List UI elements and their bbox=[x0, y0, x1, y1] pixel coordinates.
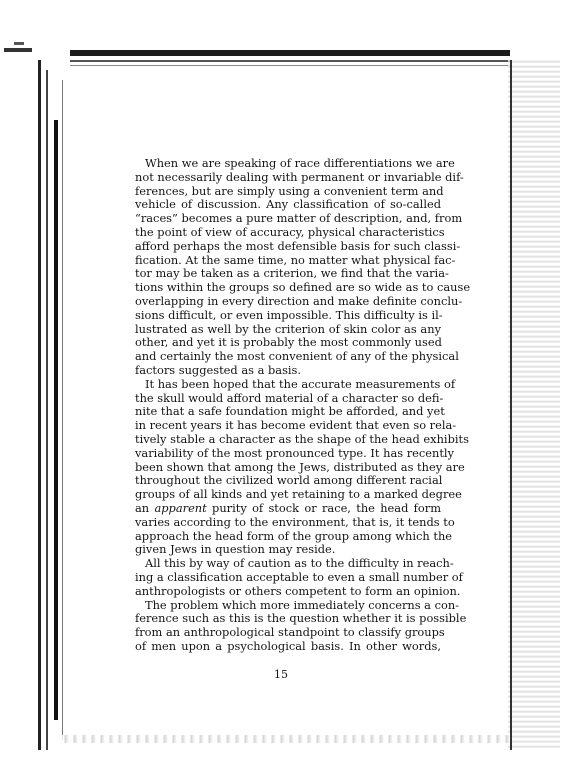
italic-word: apparent bbox=[154, 500, 207, 515]
book-spine-edge bbox=[62, 80, 63, 740]
text-line: “races” becomes a pure matter of description, and, from bbox=[135, 211, 463, 226]
text-line: lustrated as well by the criterion of skin color as any bbox=[135, 321, 441, 336]
text-line bbox=[135, 502, 441, 516]
text-line: given Jews in question may reside. bbox=[135, 542, 336, 557]
page-top-edge bbox=[70, 50, 510, 56]
text-line: anthropologists or others competent to form an opinion. bbox=[135, 583, 461, 598]
text-line: variability of the most pronounced type. It has recently bbox=[135, 445, 454, 460]
text-line: fication. At the same time, no matter what physical fac- bbox=[135, 252, 456, 267]
book-spine-edge bbox=[46, 70, 48, 750]
text-line: vehicle of discussion. Any classification of so-called bbox=[135, 197, 441, 212]
text-line: nite that a safe foundation might be afforded, and yet bbox=[135, 404, 445, 419]
text-line: from an anthropological standpoint to classify groups bbox=[135, 625, 445, 640]
body-text bbox=[135, 156, 471, 654]
text-line: ferences, but are simply using a convenient term and bbox=[135, 183, 444, 198]
text-line: overlapping in every direction and make definite conclu- bbox=[135, 293, 463, 308]
page-bottom-edge bbox=[60, 735, 510, 743]
page-top-edge bbox=[70, 65, 510, 66]
page-stack-edge bbox=[510, 60, 512, 750]
text-line: the point of view of accuracy, physical characteristics bbox=[135, 224, 445, 239]
text-line: tions within the groups so defined are so wide as to cause bbox=[135, 280, 471, 295]
text-line: and certainly the most convenient of any of the physical bbox=[135, 349, 459, 364]
text-line: the skull would afford material of a character so defi- bbox=[135, 390, 444, 405]
text-line: throughout the civilized world among different racial bbox=[135, 473, 443, 488]
text-line: afford perhaps the most defensible basis for such classi- bbox=[135, 238, 461, 253]
page-stack-edge bbox=[508, 60, 560, 750]
text-line: All this by way of caution as to the difficulty in reach- bbox=[145, 556, 454, 571]
text-line: tively stable a character as the shape of the head exhibits bbox=[135, 431, 469, 446]
book-spine-edge bbox=[54, 120, 58, 720]
text-segment: purity of stock or race, the head form bbox=[206, 500, 442, 515]
text-line: other, and yet it is probably the most commonly used bbox=[135, 335, 442, 350]
text-line: tor may be taken as a criterion, we find that the varia- bbox=[135, 266, 449, 281]
text-segment: an bbox=[135, 500, 155, 515]
text-line: The problem which more immediately concerns a con- bbox=[145, 597, 460, 612]
text-line: When we are speaking of race differentiations we are bbox=[145, 156, 455, 170]
scan-artifact bbox=[4, 48, 32, 52]
text-line: been shown that among the Jews, distributed as they are bbox=[135, 459, 465, 474]
text-line: of men upon a psychological basis. In other words, bbox=[135, 638, 441, 653]
text-line: sions difficult, or even impossible. This difficulty is il- bbox=[135, 307, 443, 322]
text-line: factors suggested as a basis. bbox=[135, 362, 302, 377]
text-line: groups of all kinds and yet retaining to a marked degree bbox=[135, 487, 462, 502]
text-line: varies according to the environment, that is, it tends to bbox=[135, 514, 455, 529]
page-top-edge bbox=[70, 60, 510, 62]
scan-artifact bbox=[14, 42, 24, 45]
book-spine-edge bbox=[38, 60, 41, 750]
text-line: not necessarily dealing with permanent or invariable dif- bbox=[135, 169, 464, 184]
page-number: 15 bbox=[274, 668, 288, 681]
text-line: It has been hoped that the accurate measurements of bbox=[145, 376, 456, 391]
text-line: ing a classification acceptable to even a small number of bbox=[135, 569, 463, 584]
text-line: ference such as this is the question whether it is possible bbox=[135, 611, 467, 626]
text-line: in recent years it has become evident that even so rela- bbox=[135, 418, 457, 433]
text-line: approach the head form of the group among which the bbox=[135, 528, 453, 543]
